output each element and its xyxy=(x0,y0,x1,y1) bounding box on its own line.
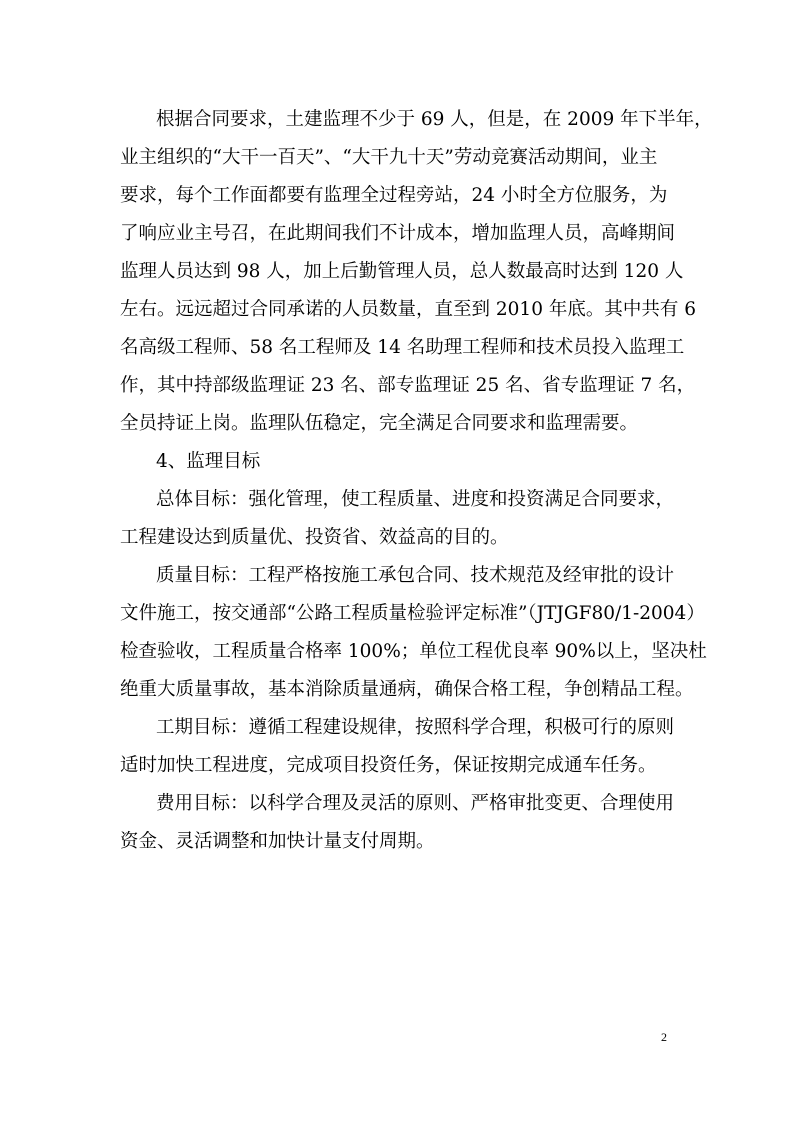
paragraph-line: 总体目标：强化管理，使工程质量、进度和投资满足合同要求， xyxy=(156,489,675,510)
paragraph-line: 全员持证上岗。监理队伍稳定，完全满足合同要求和监理需要。 xyxy=(120,413,639,434)
paragraph-line: 名高级工程师、58 名工程师及 14 名助理工程师和技术员投入监理工 xyxy=(120,337,685,358)
paragraph-line: 业主组织的“大干一百天”、“大干九十天”劳动竞赛活动期间，业主 xyxy=(120,147,658,168)
paragraph-line: 检查验收，工程质量合格率 100%；单位工程优良率 90%以上，坚决杜 xyxy=(120,641,707,662)
paragraph-line: 左右。远远超过合同承诺的人员数量，直至到 2010 年底。其中共有 6 xyxy=(120,299,696,320)
paragraph-line: 绝重大质量事故，基本消除质量通病，确保合格工程，争创精品工程。 xyxy=(120,679,694,700)
page-number: 2 xyxy=(661,1030,667,1044)
section-heading: 4、监理目标 xyxy=(156,451,261,472)
paragraph-line: 监理人员达到 98 人，加上后勤管理人员，总人数最高时达到 120 人 xyxy=(120,261,684,282)
paragraph-line: 根据合同要求，土建监理不少于 69 人，但是，在 2009 年下半年， xyxy=(156,109,713,130)
paragraph-line: 工程建设达到质量优、投资省、效益高的目的。 xyxy=(120,527,509,548)
paragraph-line: 质量目标：工程严格按施工承包合同、技术规范及经审批的设计 xyxy=(156,565,675,586)
paragraph-line: 费用目标：以科学合理及灵活的原则、严格审批变更、合理使用 xyxy=(156,793,675,814)
paragraph-line: 适时加快工程进度，完成项目投资任务，保证按期完成通车任务。 xyxy=(120,755,657,776)
paragraph-line: 了响应业主号召，在此期间我们不计成本，增加监理人员，高峰期间 xyxy=(120,223,676,244)
paragraph-line: 文件施工，按交通部“公路工程质量检验评定标准”（JTJGF80/1-2004） xyxy=(120,603,705,624)
paragraph-line: 资金、灵活调整和加快计量支付周期。 xyxy=(120,831,435,852)
paragraph-line: 工期目标：遵循工程建设规律，按照科学合理，积极可行的原则 xyxy=(156,717,675,738)
paragraph-line: 要求，每个工作面都要有监理全过程旁站，24 小时全方位服务，为 xyxy=(120,185,668,206)
paragraph-line: 作，其中持部级监理证 23 名、部专监理证 25 名、省专监理证 7 名， xyxy=(120,375,696,396)
